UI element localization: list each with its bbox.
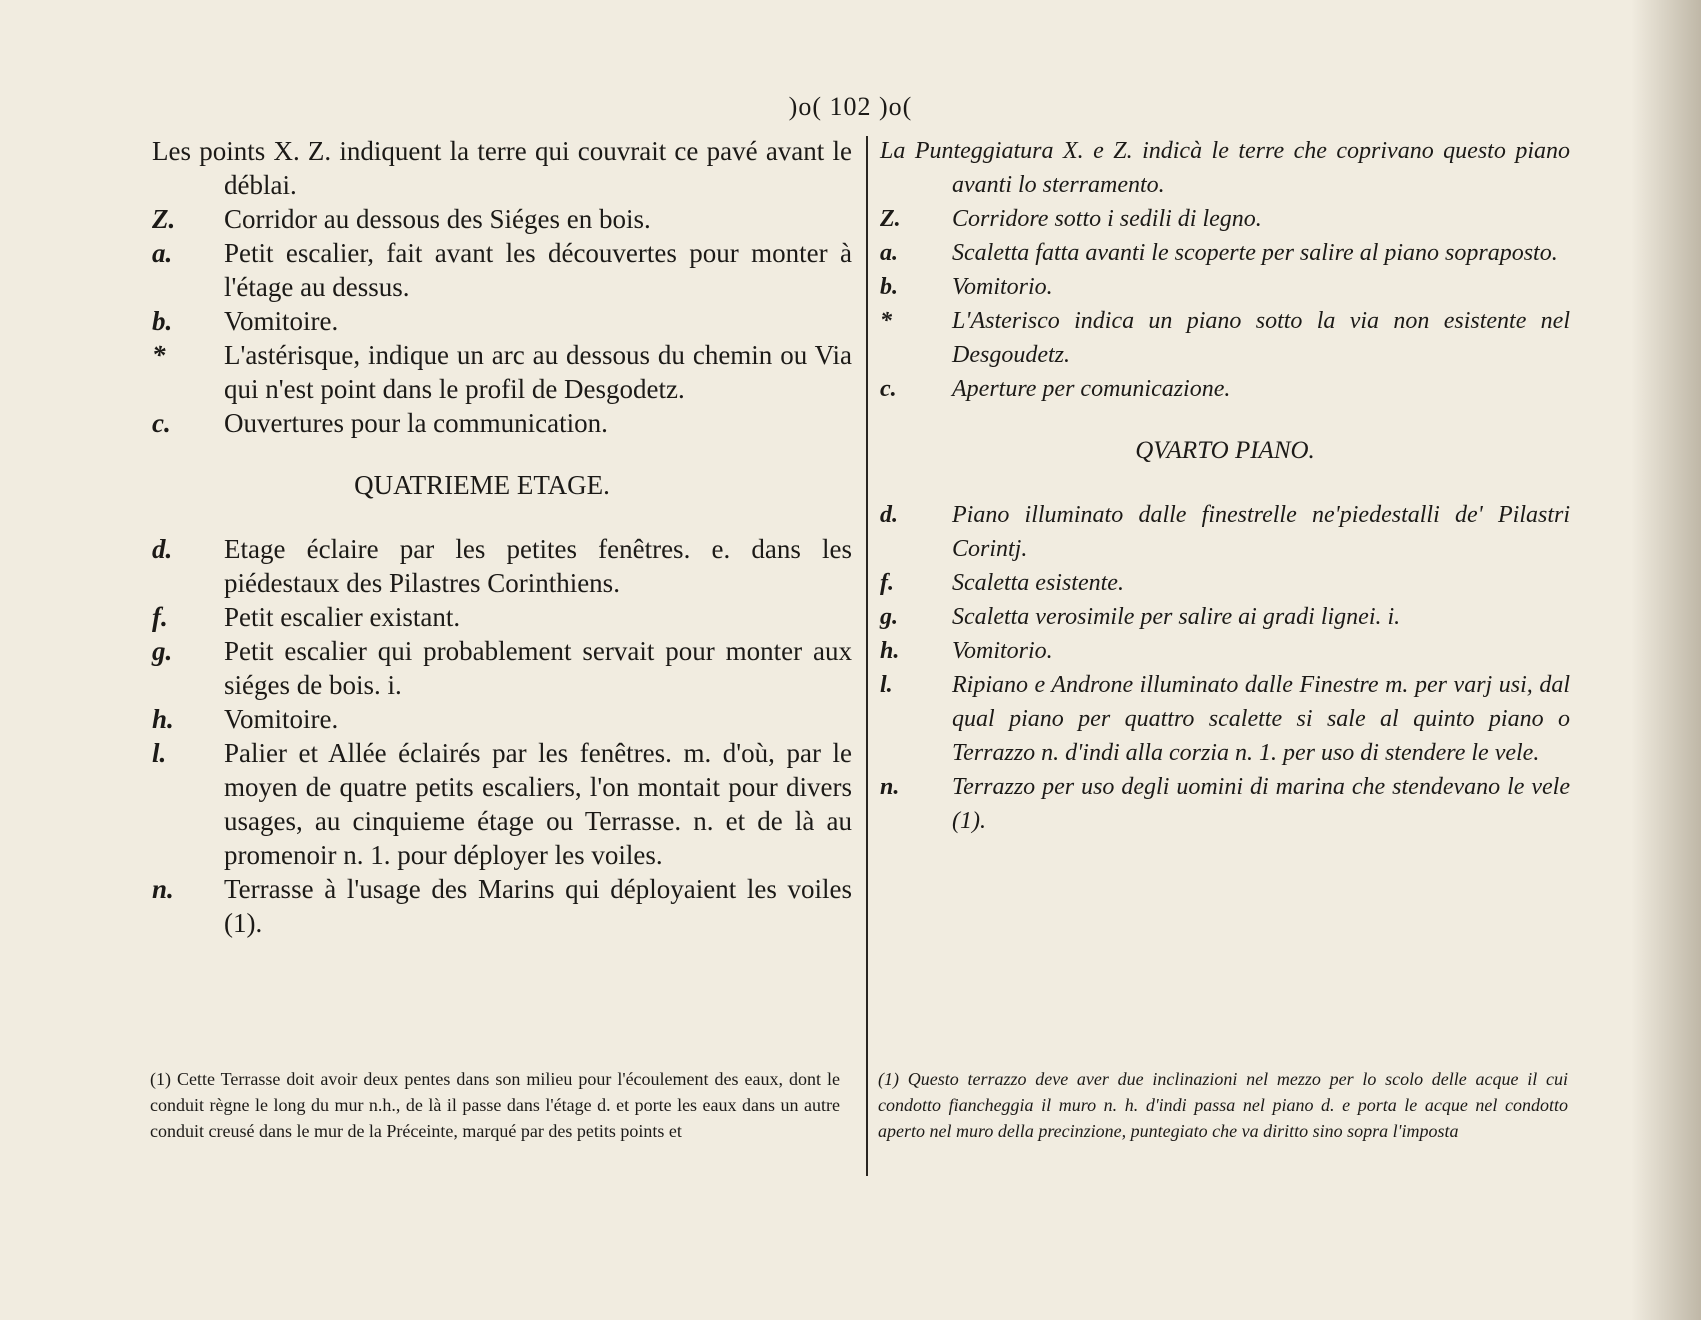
it-entry bbox=[880, 566, 1570, 600]
it-key: b. bbox=[880, 274, 898, 300]
fr-entry bbox=[152, 236, 852, 304]
it-key: a. bbox=[880, 240, 898, 266]
column-divider bbox=[866, 136, 868, 1176]
french-column bbox=[152, 134, 852, 940]
it-entry bbox=[880, 372, 1570, 406]
it-text: Terrazzo per uso degli uomini di marina che stendevano le vele (1). bbox=[952, 774, 1570, 834]
it-key: g. bbox=[880, 604, 898, 630]
fr-key: g. bbox=[152, 636, 173, 666]
fr-key: h. bbox=[152, 704, 174, 734]
it-entry bbox=[880, 236, 1570, 270]
italian-footnote: (1) Questo terrazzo deve aver due inclinazioni nel mezzo per lo scolo delle acque il cui condotto fiancheggia il muro n. h. d'indi passa nel piano d. e porta le acque nel condotto aperto nel muro della precinzione, puntegiato che va diritto sino sopra l'imposta bbox=[878, 1069, 1568, 1141]
it-key: l. bbox=[880, 672, 893, 698]
it-key: n. bbox=[880, 774, 900, 800]
page-header: )o( 102 )o( bbox=[788, 92, 913, 121]
it-key: f. bbox=[880, 570, 894, 596]
fr-key: l. bbox=[152, 738, 167, 768]
fr-text: L'astérisque, indique un arc au dessous du chemin ou Via qui n'est point dans le profil de Desgodetz. bbox=[224, 340, 852, 404]
it-text: L'Asterisco indica un piano sotto la via non esistente nel Desgoudetz. bbox=[952, 308, 1570, 368]
fr-key: f. bbox=[152, 602, 168, 632]
fr-entry bbox=[152, 702, 852, 736]
fr-text: Palier et Allée éclairés par les fenêtres. m. d'où, par le moyen de quatre petits escaliers, l'on montait pour divers usages, au cinquieme étage ou Terrasse. n. et de là au promenoir n. 1. pour déployer les voiles. bbox=[224, 738, 852, 870]
french-footnote: (1) Cette Terrasse doit avoir deux pentes dans son milieu pour l'écoulement des eaux, dont le conduit règne le long du mur n.h., de là il passe dans l'étage d. et porte les eaux dans un autre conduit creusé dans le mur de la Préceinte, marqué par des petits points et bbox=[150, 1069, 840, 1141]
fr-entry bbox=[152, 600, 852, 634]
fr-entry bbox=[152, 406, 852, 440]
page-edge-shadow bbox=[1631, 0, 1701, 1320]
it-text: Piano illuminato dalle finestrelle ne'piedestalli de' Pilastri Corintj. bbox=[952, 502, 1570, 562]
fr-entry bbox=[152, 872, 852, 940]
fr-text: Corridor au dessous des Siéges en bois. bbox=[224, 204, 651, 234]
fr-text: Petit escalier qui probablement servait pour monter aux siéges de bois. i. bbox=[224, 636, 852, 700]
fr-key: c. bbox=[152, 408, 171, 438]
it-key: Z. bbox=[880, 206, 901, 232]
it-intro-text: La Punteggiatura X. e Z. indicà le terre che coprivano questo piano avanti lo sterramento. bbox=[880, 138, 1570, 198]
it-intro-entry bbox=[880, 134, 1570, 202]
fr-text: Vomitoire. bbox=[224, 704, 339, 734]
fr-intro-entry bbox=[152, 134, 852, 202]
fr-section-heading: QUATRIEME ETAGE. bbox=[354, 470, 610, 500]
it-entry bbox=[880, 498, 1570, 566]
fr-entry bbox=[152, 304, 852, 338]
fr-entry bbox=[152, 202, 852, 236]
fr-intro-text: Les points X. Z. indiquent la terre qui couvrait ce pavé avant le déblai. bbox=[152, 136, 852, 200]
fr-key: d. bbox=[152, 534, 173, 564]
fr-key: b. bbox=[152, 306, 173, 336]
it-entry bbox=[880, 634, 1570, 668]
fr-entry bbox=[152, 532, 852, 600]
fr-text: Etage éclaire par les petites fenêtres. e. dans les piédestaux des Pilastres Corinthiens. bbox=[224, 534, 852, 598]
it-text: Ripiano e Androne illuminato dalle Finestre m. per varj usi, dal qual piano per quattro scalette si sale al quinto piano o Terrazzo n. d'indi alla corzia n. 1. per uso di stendere le vele. bbox=[952, 672, 1570, 766]
it-key: d. bbox=[880, 502, 898, 528]
it-text: Corridore sotto i sedili di legno. bbox=[952, 206, 1262, 232]
it-entry bbox=[880, 202, 1570, 236]
it-entry bbox=[880, 270, 1570, 304]
fr-text: Petit escalier existant. bbox=[224, 602, 461, 632]
it-entry bbox=[880, 770, 1570, 838]
fr-key: a. bbox=[152, 238, 173, 268]
fr-text: Petit escalier, fait avant les découvertes pour monter à l'étage au dessus. bbox=[224, 238, 852, 302]
it-text: Scaletta verosimile per salire ai gradi lignei. i. bbox=[952, 604, 1401, 630]
fr-key: n. bbox=[152, 874, 174, 904]
it-key: * bbox=[880, 308, 892, 334]
fr-entry bbox=[152, 736, 852, 872]
it-entry bbox=[880, 668, 1570, 770]
fr-text: Vomitoire. bbox=[224, 306, 339, 336]
it-text: Aperture per comunicazione. bbox=[952, 376, 1231, 402]
fr-text: Terrasse à l'usage des Marins qui déployaient les voiles (1). bbox=[224, 874, 852, 938]
it-text: Scaletta esistente. bbox=[952, 570, 1124, 596]
it-text: Scaletta fatta avanti le scoperte per salire al piano sopraposto. bbox=[952, 240, 1558, 266]
fr-key: * bbox=[152, 340, 166, 370]
fr-key: Z. bbox=[152, 204, 176, 234]
fr-entry bbox=[152, 634, 852, 702]
it-key: c. bbox=[880, 376, 897, 402]
it-section-heading: QVARTO PIANO. bbox=[1135, 437, 1315, 464]
it-entry bbox=[880, 600, 1570, 634]
it-key: h. bbox=[880, 638, 900, 664]
italian-column bbox=[880, 134, 1570, 838]
it-text: Vomitorio. bbox=[952, 638, 1053, 664]
fr-text: Ouvertures pour la communication. bbox=[224, 408, 608, 438]
it-text: Vomitorio. bbox=[952, 274, 1053, 300]
fr-entry bbox=[152, 338, 852, 406]
it-entry bbox=[880, 304, 1570, 372]
